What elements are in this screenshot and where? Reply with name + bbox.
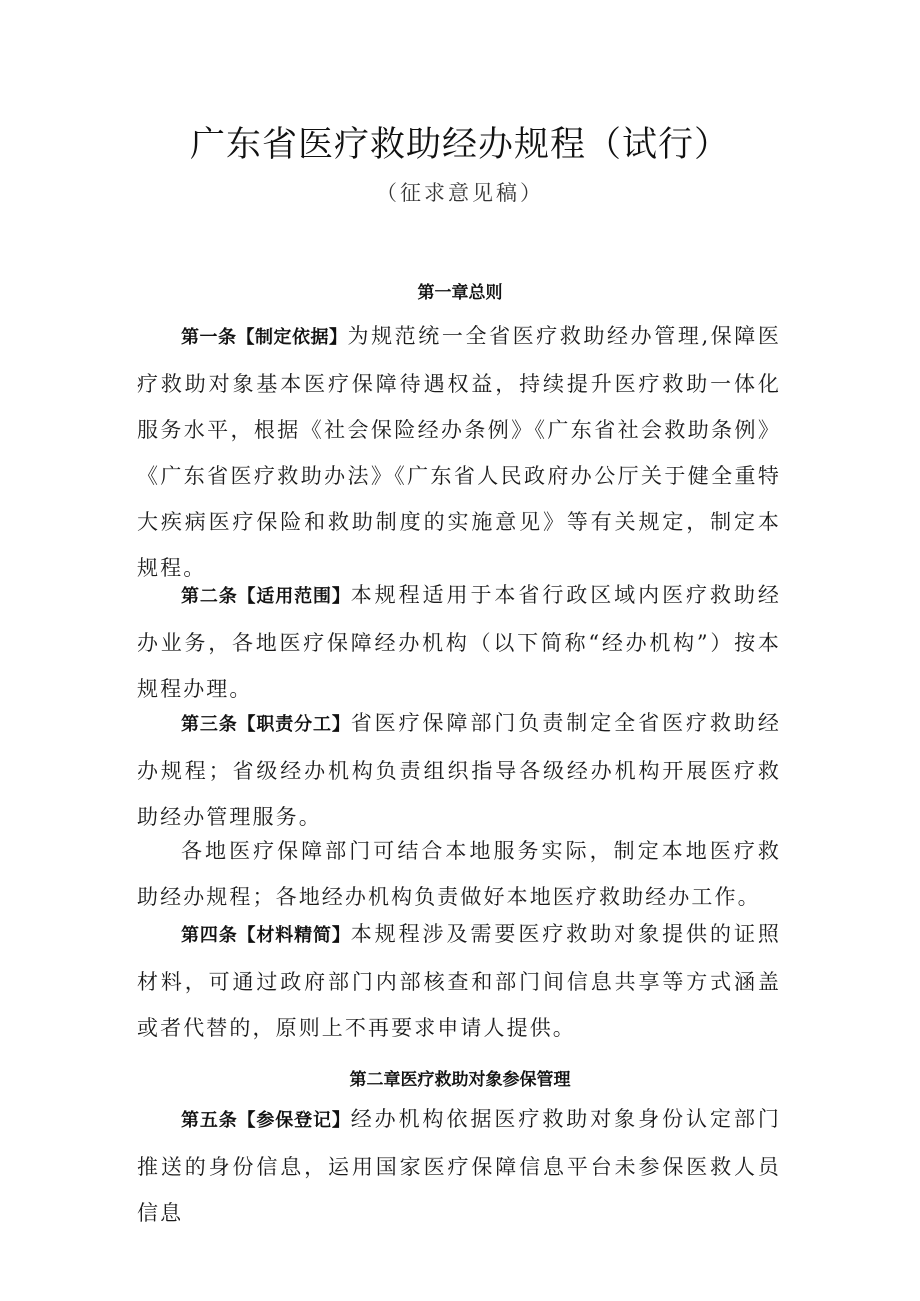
chapter-heading: 第一章总则 [417,283,503,303]
document-subtitle: （征求意见稿） [376,181,544,205]
article-paragraph [137,313,781,591]
chapter-heading: 第二章医疗救助对象参保管理 [349,1070,571,1090]
article-text: 省医疗保障部门负责制定全省医疗救助经办规程；省级经办机构负责组织指导各级经办机构开展医疗救助经办管理服务。 [137,711,781,829]
article-text: 经办机构依据医疗救助对象身份认定部门推送的身份信息，运用国家医疗保障信息平台未参保医救人员信息 [137,1107,781,1225]
article-paragraph [137,911,781,1051]
document-title: 广东省医疗救助经办规程（试行） [189,125,730,165]
article-heading: 第二条【适用范围】 [181,586,351,607]
article-heading: 第一条【制定依据】 [181,327,348,348]
article-paragraph [137,1096,781,1236]
article-paragraph [137,572,781,712]
article-text: 为规范统一全省医疗救助经办管理,保障医疗救助对象基本医疗保障待遇权益，持续提升医疗救助一体化服务水平，根据《社会保险经办条例》《广东省社会救助条例》《广东省医疗救助办法》《广东省人民政府办公厅关于健全重特大疾病医疗保险和救助制度的实施意见》等有关规定，制定本规程。 [137,324,782,580]
article-heading: 第四条【材料精简】 [181,925,351,946]
article-heading: 第五条【参保登记】 [181,1110,351,1131]
article-paragraph [137,700,781,840]
article-heading: 第三条【职责分工】 [181,714,351,735]
article-text: 本规程适用于本省行政区域内医疗救助经办业务，各地医疗保障经办机构（以下简称“经办机构”）按本规程办理。 [137,583,781,701]
article-paragraph [137,828,781,920]
article-text: 各地医疗保障部门可结合本地服务实际，制定本地医疗救助经办规程；各地经办机构负责做好本地医疗救助经办工作。 [137,839,781,909]
article-text: 本规程涉及需要医疗救助对象提供的证照材料，可通过政府部门内部核查和部门间信息共享等方式涵盖或者代替的，原则上不再要求申请人提供。 [137,922,781,1040]
